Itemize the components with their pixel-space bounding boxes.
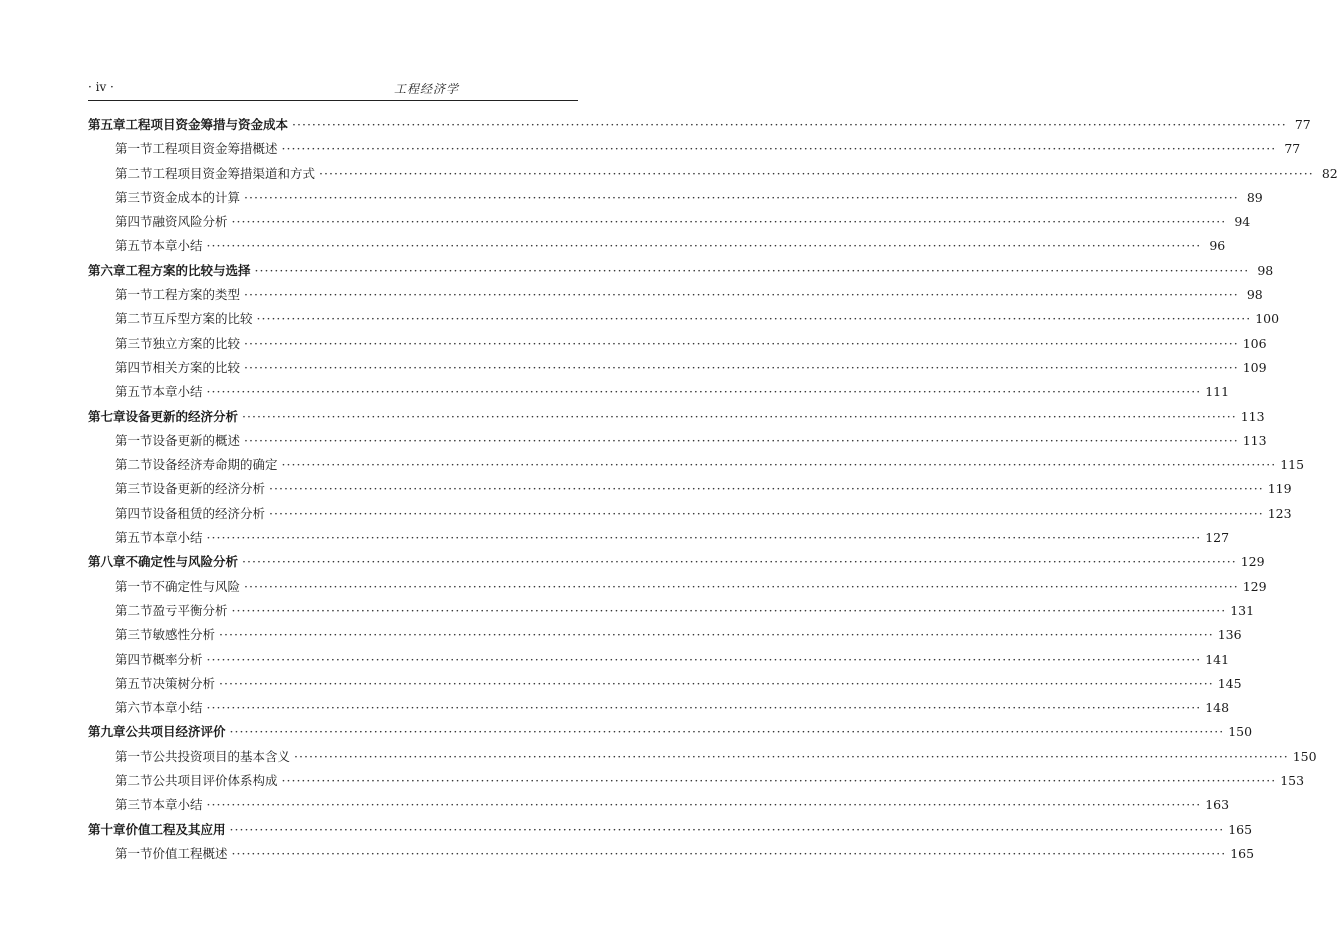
toc-section-entry[interactable] [88, 502, 1292, 526]
entry-number: 第五章 [88, 117, 126, 132]
entry-page-number: 148 [1205, 700, 1230, 716]
dot-leader: ········································································································································································································ [206, 530, 1202, 546]
dot-leader: ········································································································································································································ [206, 384, 1202, 400]
toc-section-entry[interactable] [88, 186, 1263, 210]
entry-title: 公共投资项目的基本含义 [152, 748, 291, 764]
entry-page-number: 145 [1217, 675, 1242, 691]
toc-section-entry[interactable] [88, 575, 1267, 599]
entry-number: 第五节 [115, 384, 153, 400]
entry-title: 不确定性与风险分析 [125, 554, 239, 570]
entry-number: 第六章 [88, 262, 126, 278]
entry-number: 第四节 [115, 651, 153, 667]
toc-section-entry[interactable] [88, 623, 1242, 647]
toc-section-entry[interactable] [88, 283, 1263, 307]
dot-leader: ········································································································································································································ [244, 287, 1239, 303]
dot-leader: ········································································································································································································ [219, 675, 1214, 691]
entry-page-number: 98 [1257, 262, 1274, 278]
dot-leader: ········································································································································································································ [319, 165, 1314, 181]
dot-leader: ········································································································································································································ [244, 359, 1239, 375]
entry-page-number: 165 [1230, 845, 1255, 861]
toc-section-entry[interactable] [88, 745, 1317, 769]
entry-number: 第一节 [115, 578, 153, 594]
toc-section-entry[interactable] [88, 477, 1292, 501]
entry-title: 独立方案的比较 [152, 335, 241, 351]
toc-section-entry[interactable] [88, 453, 1305, 477]
dot-leader: ········································································································································································································ [244, 335, 1239, 351]
entry-page-number: 129 [1242, 578, 1267, 594]
entry-number: 第一节 [115, 845, 153, 861]
entry-page-number: 98 [1246, 287, 1263, 303]
entry-title: 概率分析 [152, 651, 203, 667]
entry-page-number: 100 [1255, 311, 1280, 327]
entry-page-number: 131 [1230, 602, 1255, 618]
entry-number: 第九章 [88, 724, 126, 740]
toc-section-entry[interactable] [88, 307, 1280, 331]
entry-number: 第五节 [115, 530, 153, 546]
entry-number: 第二节 [115, 165, 153, 181]
entry-title: 互斥型方案的比较 [152, 311, 253, 327]
entry-number: 第一节 [115, 141, 153, 157]
toc-chapter-entry[interactable] [88, 818, 1253, 842]
table-of-contents [88, 113, 1338, 866]
toc-section-entry[interactable] [88, 137, 1301, 161]
entry-title: 本章小结 [152, 530, 203, 546]
toc-section-entry[interactable] [88, 599, 1255, 623]
dot-leader: ········································································································································································································ [206, 700, 1202, 716]
toc-section-entry[interactable] [88, 648, 1230, 672]
entry-page-number: 119 [1267, 481, 1292, 497]
entry-page-number: 150 [1292, 748, 1317, 764]
dot-leader: ········································································································································································································ [269, 505, 1264, 521]
entry-number: 第二节 [115, 457, 153, 473]
entry-title: 设备更新的经济分析 [125, 408, 239, 424]
entry-page-number: 106 [1242, 335, 1267, 351]
dot-leader: ········································································································································································································ [206, 651, 1202, 667]
toc-section-entry[interactable] [88, 842, 1255, 866]
entry-number: 第八章 [88, 554, 126, 570]
dot-leader: ········································································································································································································ [242, 554, 1237, 570]
entry-title: 价值工程概述 [152, 845, 228, 861]
toc-section-entry[interactable] [88, 769, 1305, 793]
dot-leader: ········································································································································································································ [292, 117, 1287, 132]
entry-page-number: 136 [1217, 627, 1242, 643]
toc-section-entry[interactable] [88, 696, 1230, 720]
toc-chapter-entry[interactable] [88, 550, 1265, 574]
toc-section-entry[interactable] [88, 429, 1267, 453]
dot-leader: ········································································································································································································ [229, 724, 1225, 740]
entry-number: 第三节 [115, 627, 153, 643]
toc-section-entry[interactable] [88, 526, 1230, 550]
entry-number: 第三节 [115, 797, 153, 813]
dot-leader: ········································································································································································································ [244, 189, 1239, 205]
entry-number: 第五节 [115, 675, 153, 691]
dot-leader: ········································································································································································································ [294, 748, 1289, 764]
entry-title: 相关方案的比较 [152, 359, 241, 375]
entry-page-number: 96 [1209, 238, 1226, 254]
entry-page-number: 113 [1240, 408, 1265, 424]
toc-chapter-entry[interactable] [88, 259, 1274, 283]
entry-page-number: 123 [1267, 505, 1292, 521]
toc-section-entry[interactable] [88, 210, 1251, 234]
entry-page-number: 165 [1228, 821, 1253, 837]
entry-title: 盈亏平衡分析 [152, 602, 228, 618]
entry-page-number: 77 [1294, 117, 1311, 132]
entry-title: 融资风险分析 [152, 214, 228, 230]
entry-page-number: 127 [1205, 530, 1230, 546]
page-number: · iv · [88, 80, 114, 94]
entry-title: 敏感性分析 [152, 627, 216, 643]
dot-leader: ········································································································································································································ [281, 457, 1277, 473]
entry-title: 决策树分析 [152, 675, 216, 691]
entry-number: 第四节 [115, 359, 153, 375]
toc-section-entry[interactable] [88, 672, 1242, 696]
entry-title: 设备租赁的经济分析 [152, 505, 266, 521]
entry-title: 工程方案的类型 [152, 287, 241, 303]
entry-title: 价值工程及其应用 [125, 821, 226, 837]
entry-number: 第二节 [115, 773, 153, 789]
entry-page-number: 141 [1205, 651, 1230, 667]
entry-title: 设备更新的概述 [152, 432, 241, 448]
entry-page-number: 109 [1242, 359, 1267, 375]
dot-leader: ········································································································································································································ [244, 578, 1239, 594]
entry-title: 不确定性与风险 [152, 578, 241, 594]
entry-number: 第五节 [115, 238, 153, 254]
dot-leader: ········································································································································································································ [219, 627, 1214, 643]
entry-title: 资金成本的计算 [152, 189, 241, 205]
entry-title: 公共项目经济评价 [125, 724, 226, 740]
entry-number: 第一节 [115, 287, 153, 303]
entry-title: 本章小结 [152, 797, 203, 813]
entry-number: 第二节 [115, 311, 153, 327]
entry-title: 本章小结 [152, 700, 203, 716]
dot-leader: ········································································································································································································ [231, 602, 1227, 618]
header-rule [88, 100, 578, 101]
entry-title: 设备更新的经济分析 [152, 481, 266, 497]
entry-page-number: 129 [1240, 554, 1265, 570]
dot-leader: ········································································································································································································ [254, 262, 1250, 278]
running-header [88, 76, 578, 100]
entry-page-number: 163 [1205, 797, 1230, 813]
entry-number: 第四节 [115, 214, 153, 230]
entry-number: 第一节 [115, 748, 153, 764]
entry-number: 第三节 [115, 189, 153, 205]
toc-section-entry[interactable] [88, 162, 1338, 186]
entry-page-number: 113 [1242, 432, 1267, 448]
entry-number: 第三节 [115, 481, 153, 497]
dot-leader: ········································································································································································································ [206, 238, 1202, 254]
entry-page-number: 77 [1284, 141, 1301, 157]
toc-chapter-entry[interactable] [88, 405, 1265, 429]
toc-section-entry[interactable] [88, 356, 1267, 380]
dot-leader: ········································································································································································································ [281, 141, 1277, 157]
dot-leader: ········································································································································································································ [231, 845, 1227, 861]
entry-title: 本章小结 [152, 384, 203, 400]
entry-page-number: 111 [1205, 384, 1230, 400]
entry-number: 第三节 [115, 335, 153, 351]
entry-title: 本章小结 [152, 238, 203, 254]
entry-title: 工程项目资金筹措概述 [152, 141, 278, 157]
entry-title: 设备经济寿命期的确定 [152, 457, 278, 473]
entry-title: 公共项目评价体系构成 [152, 773, 278, 789]
entry-number: 第一节 [115, 432, 153, 448]
entry-number: 第十章 [88, 821, 126, 837]
dot-leader: ········································································································································································································ [244, 432, 1239, 448]
toc-section-entry[interactable] [88, 793, 1230, 817]
dot-leader: ········································································································································································································ [229, 821, 1225, 837]
toc-chapter-entry[interactable] [88, 113, 1311, 137]
entry-page-number: 150 [1228, 724, 1253, 740]
dot-leader: ········································································································································································································ [242, 408, 1237, 424]
entry-number: 第六节 [115, 700, 153, 716]
entry-title: 工程项目资金筹措与资金成本 [125, 117, 289, 132]
entry-page-number: 89 [1246, 189, 1263, 205]
entry-number: 第七章 [88, 408, 126, 424]
entry-number: 第二节 [115, 602, 153, 618]
entry-number: 第四节 [115, 505, 153, 521]
entry-page-number: 115 [1280, 457, 1305, 473]
entry-title: 工程方案的比较与选择 [125, 262, 251, 278]
entry-page-number: 153 [1280, 773, 1305, 789]
entry-page-number: 94 [1234, 214, 1251, 230]
entry-title: 工程项目资金筹措渠道和方式 [152, 165, 316, 181]
toc-section-entry[interactable] [88, 380, 1230, 404]
dot-leader: ········································································································································································································ [206, 797, 1202, 813]
dot-leader: ········································································································································································································ [231, 214, 1227, 230]
entry-page-number: 82 [1321, 165, 1338, 181]
toc-section-entry[interactable] [88, 234, 1226, 258]
dot-leader: ········································································································································································································ [269, 481, 1264, 497]
toc-chapter-entry[interactable] [88, 720, 1253, 744]
dot-leader: ········································································································································································································ [281, 773, 1277, 789]
book-title: 工程经济学 [394, 82, 460, 96]
toc-section-entry[interactable] [88, 332, 1267, 356]
dot-leader: ········································································································································································································ [256, 311, 1252, 327]
